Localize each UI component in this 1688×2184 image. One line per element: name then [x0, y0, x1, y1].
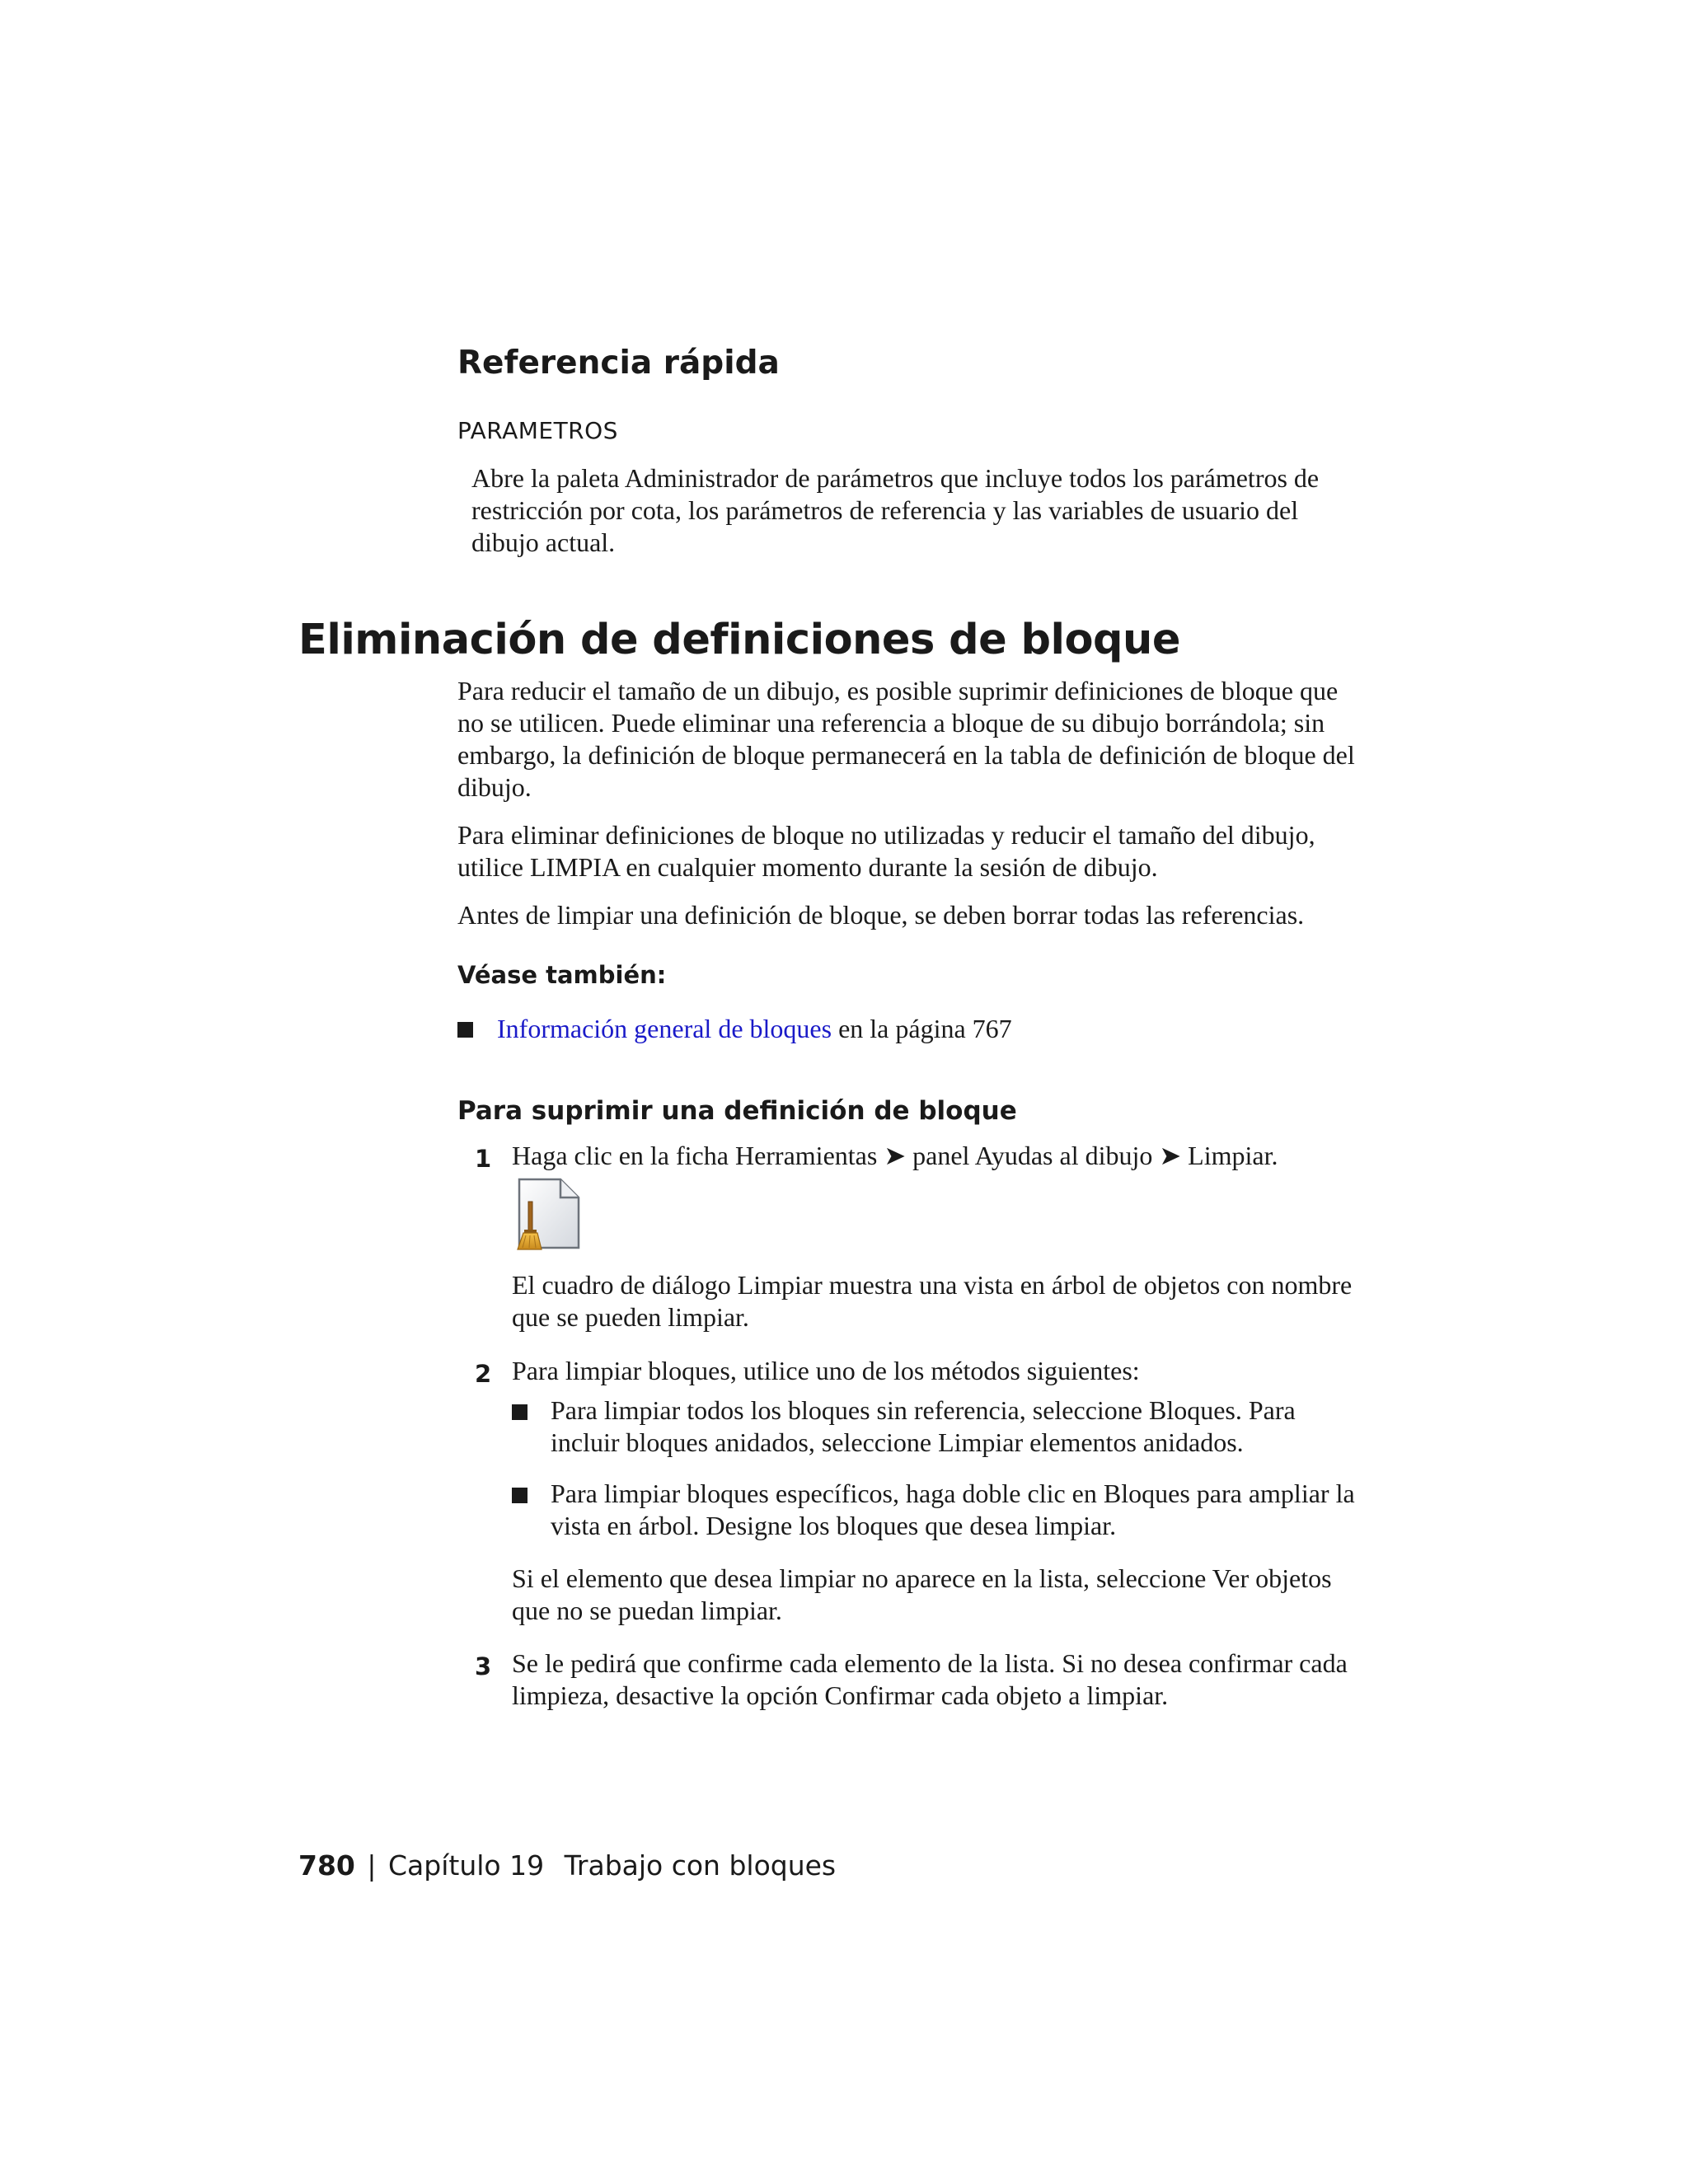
list-item: Para limpiar todos los bloques sin referencia, seleccione Bloques. Para incluir bloques anidados, seleccione Limpiar elementos anidados.	[551, 1395, 1296, 1457]
command-description: Abre la paleta Administrador de parámetros que incluye todos los parámetros de restricción por cota, los parámetros de referencia y las variables de usuario del dibujo actual.	[471, 463, 1320, 557]
see-also-page-ref: en la página 767	[832, 1014, 1012, 1043]
page-number: 780	[298, 1849, 355, 1882]
step-note: Si el elemento que desea limpiar no aparece en la lista, seleccione Ver objetos que no se puedan limpiar.	[512, 1563, 1332, 1625]
step-text: Haga clic en la ficha Herramientas ➤ panel Ayudas al dibujo ➤ Limpiar.	[512, 1141, 1278, 1170]
see-also-item	[497, 1013, 1012, 1045]
step-number: 3	[475, 1652, 492, 1680]
page-footer	[298, 1849, 836, 1882]
footer-separator: |	[367, 1849, 377, 1882]
section-paragraph: Antes de limpiar una definición de bloque, se deben borrar todas las referencias.	[457, 900, 1305, 930]
quick-reference-heading: Referencia rápida	[457, 344, 780, 382]
step-text: Para limpiar bloques, utilice uno de los métodos siguientes:	[512, 1356, 1140, 1385]
bullet-square-icon	[457, 1022, 473, 1038]
procedure-title: Para suprimir una definición de bloque	[457, 1096, 1017, 1126]
step-number: 1	[475, 1145, 492, 1173]
list-item: Para limpiar bloques específicos, haga doble clic en Bloques para ampliar la vista en árbol. Designe los bloques que desea limpiar.	[551, 1479, 1355, 1540]
section-paragraph: Para eliminar definiciones de bloque no utilizadas y reducir el tamaño del dibujo, utilice LIMPIA en cualquier momento durante la sesión de dibujo.	[457, 820, 1315, 882]
section-paragraph: Para reducir el tamaño de un dibujo, es posible suprimir definiciones de bloque que no se utilicen. Puede eliminar una referencia a bloque de su dibujo borrándola; sin embargo, la definición de bloque permanecerá en la tabla de definición de bloque del dibujo.	[457, 676, 1355, 802]
step-note: El cuadro de diálogo Limpiar muestra una vista en árbol de objetos con nombre que se pueden limpiar.	[512, 1270, 1353, 1332]
chapter-title: Trabajo con bloques	[564, 1849, 837, 1882]
bullet-square-icon	[512, 1404, 528, 1420]
section-title: Eliminación de definiciones de bloque	[298, 616, 1180, 664]
see-also-label: Véase también:	[457, 961, 667, 989]
step-number: 2	[475, 1360, 492, 1388]
command-name: PARAMETROS	[457, 417, 618, 444]
bullet-square-icon	[512, 1488, 528, 1503]
step-text: Se le pedirá que confirme cada elemento de la lista. Si no desea confirmar cada limpieza, desactive la opción Confirmar cada objeto a limpiar.	[512, 1648, 1348, 1710]
see-also-link[interactable]: Información general de bloques	[497, 1014, 832, 1043]
chapter-label: Capítulo 19	[388, 1849, 545, 1882]
purge-icon[interactable]	[514, 1177, 582, 1251]
